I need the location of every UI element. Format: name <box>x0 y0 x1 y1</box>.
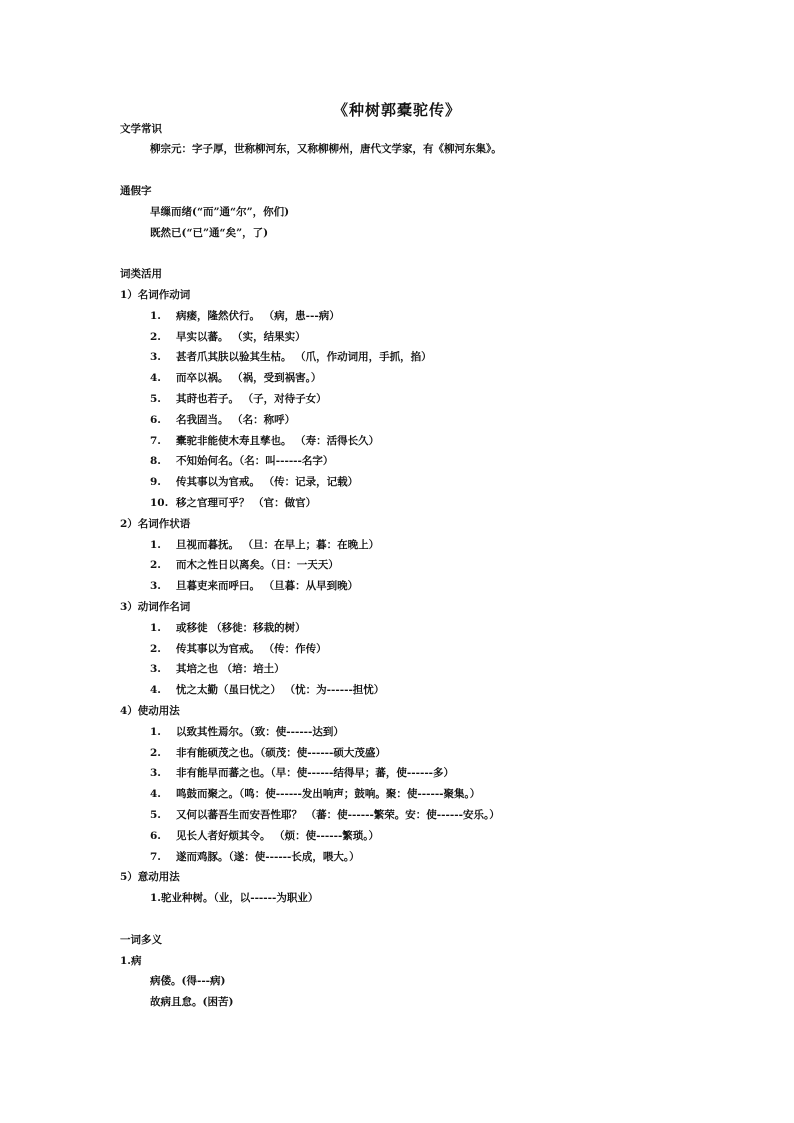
item-text: 移之官理可乎？ （官：做官） <box>176 497 317 509</box>
item-number: 4. <box>150 684 161 696</box>
item-text: 甚者爪其肤以验其生枯。 （爪，作动词用，手抓，掐） <box>176 351 432 363</box>
item-number: 10. <box>150 497 169 509</box>
list-item <box>150 683 384 697</box>
list-item <box>150 475 358 489</box>
item-number: 7. <box>150 851 161 863</box>
item-text: 病瘘，隆然伏行。 （病，患---病） <box>176 310 340 322</box>
list-item <box>150 850 360 864</box>
tongjiazi-item: 早缫而绪(“而”通“尔”，你们) <box>150 206 290 218</box>
item-number: 1. <box>150 310 161 322</box>
item-text: 以致其性焉尔。（致：使------达到） <box>176 726 344 738</box>
author-note: 柳宗元：字子厚，世称柳河东，又称柳柳州，唐代文学家，有《柳河东集》。 <box>150 143 502 155</box>
item-number: 9. <box>150 476 161 488</box>
section-heading-tongjiazi: 通假字 <box>120 185 152 197</box>
list-item <box>150 454 333 468</box>
list-item <box>150 662 285 676</box>
item-number: 2. <box>150 643 161 655</box>
item-number: 2. <box>150 747 161 759</box>
list-item <box>150 642 327 656</box>
item-text: 而卒以祸。 （祸，受到祸害。） <box>176 372 322 384</box>
item-number: 2. <box>150 331 161 343</box>
item-number: 1. <box>150 892 161 904</box>
item-text: 传其事以为官戒。 （传：记录，记载） <box>176 476 359 488</box>
list-item <box>150 309 340 323</box>
item-number: 4. <box>150 372 161 384</box>
item-text: 旦暮吏来而呼曰。 （旦暮：从早到晚） <box>176 580 359 592</box>
item-number: 3. <box>150 767 161 779</box>
list-item <box>150 766 454 780</box>
item-text: 其培之也 （培：培土） <box>176 663 285 675</box>
subsection-label: 4）使动用法 <box>120 705 180 717</box>
item-number: 2. <box>150 559 161 571</box>
list-item <box>150 330 306 344</box>
list-item <box>150 434 379 448</box>
item-text: 而木之性日以离矣。（日：一天天） <box>176 559 339 571</box>
list-item <box>150 371 321 385</box>
item-text: 鸣鼓而聚之。（鸣：使------发出响声；鼓响。聚：使------聚集。） <box>176 788 481 800</box>
item-number: 8. <box>150 455 161 467</box>
list-item <box>150 746 386 760</box>
item-text: 非有能硕茂之也。（硕茂：使------硕大茂盛） <box>176 747 386 759</box>
item-text: 早实以蕃。 （实，结果实） <box>176 331 306 343</box>
list-item <box>150 787 480 801</box>
list-item <box>150 496 316 510</box>
item-text: 名我固当。 （名：称呼） <box>176 414 296 426</box>
list-item <box>150 413 295 427</box>
list-item <box>150 350 432 364</box>
list-item <box>150 725 344 739</box>
item-text: 遂而鸡豚。（遂：使------长成，喂大。） <box>176 851 360 863</box>
list-item <box>150 808 500 822</box>
item-number: 6. <box>150 830 161 842</box>
section-heading-literary: 文学常识 <box>120 123 162 135</box>
item-number: 3. <box>150 351 161 363</box>
polysemy-example: 病偻。(得---病) <box>150 975 226 987</box>
item-number: 5. <box>150 809 161 821</box>
subsection-label: 3）动词作名词 <box>120 601 191 613</box>
subsection-label: 5）意动用法 <box>120 871 180 883</box>
item-text: 其莳也若子。 （子，对待子女） <box>176 393 327 405</box>
list-item <box>150 558 339 572</box>
item-number: 3. <box>150 663 161 675</box>
item-number: 1. <box>150 622 161 634</box>
item-text: 不知始何名。（名：叫------名字） <box>176 455 334 467</box>
item-number: 3. <box>150 580 161 592</box>
item-text: 非有能早而蕃之也。（早：使------结得早；蕃，使------多） <box>176 767 455 779</box>
item-text: 驼业种树。（业，以------为职业） <box>160 892 319 904</box>
item-text: 又何以蕃吾生而安吾性耶？ （蕃：使------繁荣。安：使------安乐。） <box>176 809 500 821</box>
section-heading-word-class: 词类活用 <box>120 268 162 280</box>
item-text: 传其事以为官戒。 （传：作传） <box>176 643 327 655</box>
list-item <box>150 392 327 406</box>
item-text: 忧之太勤（虽曰忧之） （忧：为------担忧） <box>176 684 385 696</box>
item-number: 4. <box>150 788 161 800</box>
list-item <box>150 538 379 552</box>
item-number: 5. <box>150 393 161 405</box>
polysemy-entry-label: 1.病 <box>120 955 142 967</box>
item-text: 见长人者好烦其令。 （烦：使------繁琐。） <box>176 830 380 842</box>
subsection-label: 1）名词作动词 <box>120 289 191 301</box>
list-item <box>150 829 379 843</box>
section-heading-polysemy: 一词多义 <box>120 934 162 946</box>
item-text: 或移徙 （移徙：移栽的树） <box>176 622 306 634</box>
item-text: 橐驼非能使木寿且孳也。 （寿：活得长久） <box>176 435 380 447</box>
item-text: 旦视而暮抚。 （旦：在早上；暮：在晚上） <box>176 539 380 551</box>
subsection-label: 2）名词作状语 <box>120 518 191 530</box>
item-number: 6. <box>150 414 161 426</box>
tongjiazi-item: 既然已(“已”通“矣”，了) <box>150 227 269 239</box>
item-number: 1. <box>150 726 161 738</box>
list-item <box>150 579 358 593</box>
item-number: 1. <box>150 539 161 551</box>
list-item <box>150 621 306 635</box>
item-number: 7. <box>150 435 161 447</box>
polysemy-example: 故病且怠。(困苦) <box>150 996 234 1008</box>
page-title: 《种树郭橐驼传》 <box>332 101 461 119</box>
list-item <box>150 891 318 905</box>
